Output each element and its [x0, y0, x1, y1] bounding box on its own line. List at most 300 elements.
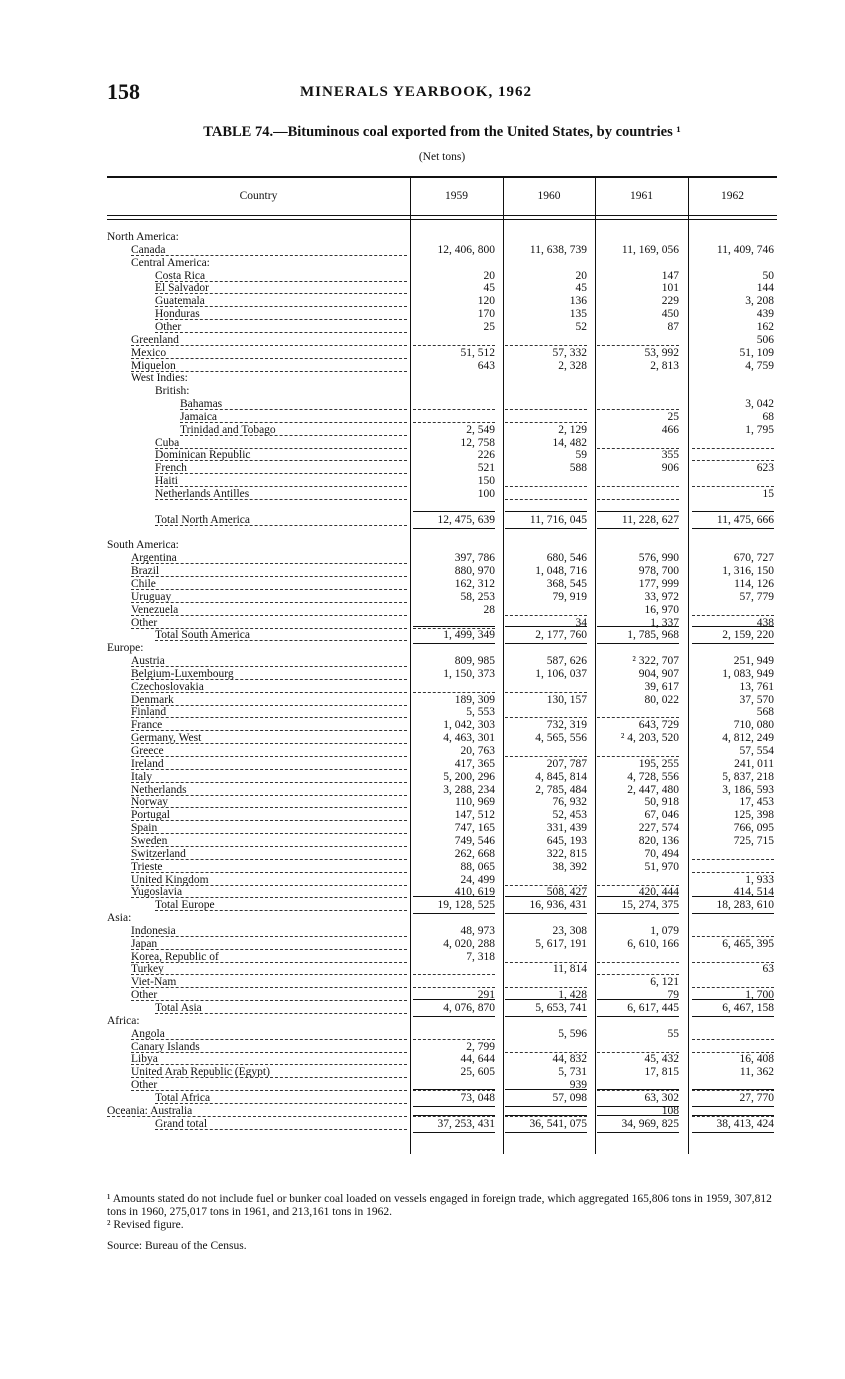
row-label-text: French: [155, 462, 187, 474]
cell-1959: [413, 1028, 495, 1040]
cell-1959: [413, 963, 495, 975]
cell-1962: 144: [756, 282, 774, 294]
row-label-text: Europe:: [107, 642, 144, 654]
cell-1959: 100: [477, 488, 495, 500]
cell-1962: 13, 761: [739, 681, 774, 693]
cell-1959: 37, 253, 431: [437, 1118, 495, 1130]
row-label-text: Total Europe: [155, 899, 215, 911]
cell-1961: [597, 706, 679, 718]
cell-1961: 17, 815: [644, 1066, 679, 1078]
row-label-text: Belgium-Luxembourg: [131, 668, 234, 680]
table-row: [107, 1105, 777, 1118]
total-rule: [505, 896, 587, 897]
cell-1962: 6, 467, 158: [722, 1002, 774, 1014]
cell-1960: [505, 398, 587, 410]
cell-1959: 20, 763: [460, 745, 495, 757]
cell-1961: 87: [667, 321, 679, 333]
page-number: 158: [107, 79, 140, 104]
row-label-text: Total North America: [155, 514, 250, 526]
row-label: [155, 385, 407, 398]
table-row: [107, 1015, 777, 1028]
total-rule: [413, 999, 495, 1000]
cell-1960: 645, 193: [546, 835, 587, 847]
cell-1959: 147, 512: [454, 809, 495, 821]
row-label-text: Portugal: [131, 809, 170, 821]
cell-1961: 904, 907: [638, 668, 679, 680]
table-row: [107, 796, 777, 809]
cell-1960: 34: [575, 617, 587, 629]
cell-1960: 20: [575, 270, 587, 282]
cell-1962: [692, 925, 774, 937]
cell-1962: 27, 770: [739, 1092, 774, 1104]
row-label-text: Yugoslavia: [131, 886, 183, 898]
cell-1961: 195, 255: [638, 758, 679, 770]
total-rule: [413, 1132, 495, 1133]
cell-1961: 11, 169, 056: [621, 244, 679, 256]
row-label-text: Miquelon: [131, 360, 176, 372]
row-label: [155, 270, 407, 282]
cell-1959: 5, 200, 296: [443, 771, 495, 783]
row-label-text: Indonesia: [131, 925, 176, 937]
cell-1959: 150: [477, 475, 495, 487]
cell-1959: 1, 150, 373: [443, 668, 495, 680]
row-label-text: British:: [155, 385, 190, 397]
table-row: [107, 475, 777, 488]
cell-1959: [413, 334, 495, 346]
table-row: [107, 1028, 777, 1041]
row-label: [107, 1015, 407, 1028]
table-row: [107, 604, 777, 617]
cell-1960: 36, 541, 075: [529, 1118, 587, 1130]
total-rule: [597, 999, 679, 1000]
cell-1961: [597, 963, 679, 975]
cell-1959: [413, 539, 495, 552]
cell-1960: 130, 157: [546, 694, 587, 706]
cell-1960: 79, 919: [552, 591, 587, 603]
table-row: [107, 745, 777, 758]
row-label: [131, 372, 407, 385]
cell-1961: [597, 951, 679, 963]
cell-1962: 1, 700: [745, 989, 774, 1001]
cell-1960: [505, 372, 587, 385]
header-country: Country: [239, 190, 278, 202]
cell-1959: [413, 411, 495, 423]
cell-1960: 4, 845, 814: [535, 771, 587, 783]
row-label: [131, 694, 407, 706]
table-row: [107, 282, 777, 295]
table-row: [107, 334, 777, 347]
cell-1960: 52: [575, 321, 587, 333]
row-label: [155, 514, 407, 526]
row-label-text: Viet-Nam: [131, 976, 177, 988]
table-row: [107, 719, 777, 732]
row-label-text: Haiti: [155, 475, 178, 487]
row-label: [155, 321, 407, 333]
cell-1961: 229: [661, 295, 679, 307]
cell-1960: 939: [569, 1079, 587, 1091]
row-label: [107, 912, 407, 925]
cell-1959: 291: [477, 989, 495, 1001]
table-total-row: [107, 899, 777, 912]
row-label-text: Brazil: [131, 565, 160, 577]
row-label-text: Trieste: [131, 861, 163, 873]
cell-1961: 2, 447, 480: [627, 784, 679, 796]
cell-1961: [597, 372, 679, 385]
row-label-text: Total South America: [155, 629, 251, 641]
cell-1962: [692, 501, 774, 514]
table-row: [107, 308, 777, 321]
row-label: [131, 784, 407, 796]
cell-1962: [692, 437, 774, 449]
cell-1959: [413, 501, 495, 514]
cell-1959: 25: [483, 321, 495, 333]
cell-1959: 12, 475, 639: [437, 514, 495, 526]
row-label: [131, 976, 407, 988]
row-label-text: Norway: [131, 796, 169, 808]
cell-1960: [505, 604, 587, 616]
total-rule: [692, 896, 774, 897]
cell-1962: 11, 362: [739, 1066, 774, 1078]
row-label: [131, 360, 407, 372]
total-rule: [692, 1089, 774, 1090]
header-1961: 1961: [630, 190, 653, 202]
table-subtitle: (Net tons): [418, 151, 466, 163]
cell-1959: [413, 231, 495, 244]
cell-1962: [692, 861, 774, 873]
total-rule: [597, 511, 679, 512]
row-label-text: Canary Islands: [131, 1041, 200, 1053]
row-label: [107, 1105, 407, 1117]
row-label: [107, 539, 407, 552]
cell-1961: 50, 918: [644, 796, 679, 808]
row-label: [155, 488, 407, 500]
table-row: [107, 912, 777, 925]
header-bottom-rule-2: [107, 219, 777, 220]
row-label-text: Cuba: [155, 437, 180, 449]
cell-1960: 38, 392: [552, 861, 587, 873]
cell-1962: 438: [756, 617, 774, 629]
row-label: [107, 642, 407, 655]
cell-1962: 766, 095: [733, 822, 774, 834]
cell-1960: 2, 177, 760: [535, 629, 587, 641]
cell-1962: [692, 385, 774, 398]
table-row: [107, 411, 777, 424]
row-label: [131, 758, 407, 770]
cell-1961: 978, 700: [638, 565, 679, 577]
row-label: [131, 655, 407, 667]
row-label-text: Total Africa: [155, 1092, 211, 1104]
cell-1962: 57, 554: [739, 745, 774, 757]
table-row: [107, 385, 777, 398]
table-total-row: [107, 1118, 777, 1131]
total-rule: [692, 999, 774, 1000]
cell-1960: 588: [569, 462, 587, 474]
cell-1959: 521: [477, 462, 495, 474]
row-label-text: Other: [131, 617, 158, 629]
cell-1959: 2, 799: [466, 1041, 495, 1053]
cell-1960: 135: [569, 308, 587, 320]
row-label-text: Other: [131, 1079, 158, 1091]
cell-1960: 732, 319: [546, 719, 587, 731]
cell-1959: 170: [477, 308, 495, 320]
cell-1962: 11, 409, 746: [716, 244, 774, 256]
cell-1961: 34, 969, 825: [621, 1118, 679, 1130]
cell-1959: 4, 020, 288: [443, 938, 495, 950]
total-rule: [413, 626, 495, 627]
row-label: [180, 398, 407, 410]
table-row: [107, 732, 777, 745]
cell-1962: 162: [756, 321, 774, 333]
cell-1961: 6, 121: [650, 976, 679, 988]
cell-1962: 670, 727: [733, 552, 774, 564]
cell-1962: [692, 1041, 774, 1053]
table-row: [107, 861, 777, 874]
row-label-text: Asia:: [107, 912, 132, 924]
cell-1959: [413, 398, 495, 410]
cell-1961: 906: [661, 462, 679, 474]
row-label-text: Chile: [131, 578, 156, 590]
cell-1962: 2, 159, 220: [722, 629, 774, 641]
row-label-text: Total Asia: [155, 1002, 202, 1014]
cell-1961: 53, 992: [644, 347, 679, 359]
cell-1962: 1, 795: [745, 424, 774, 436]
row-label: [131, 796, 407, 808]
cell-1961: [597, 1015, 679, 1028]
table-row: [107, 1053, 777, 1066]
table-row: [107, 449, 777, 462]
row-label-text: [107, 501, 108, 513]
table-total-row: [107, 629, 777, 642]
table-row: [107, 424, 777, 437]
cell-1960: 207, 787: [546, 758, 587, 770]
cell-1961: 70, 494: [644, 848, 679, 860]
row-label-text: Canada: [131, 244, 166, 256]
cell-1959: 1, 042, 303: [443, 719, 495, 731]
cell-1962: [692, 1028, 774, 1040]
cell-1962: 710, 080: [733, 719, 774, 731]
cell-1961: [597, 257, 679, 270]
cell-1962: 439: [756, 308, 774, 320]
row-label: [131, 257, 407, 270]
total-rule: [505, 999, 587, 1000]
cell-1962: 11, 475, 666: [716, 514, 774, 526]
row-label: [131, 1066, 407, 1078]
cell-1962: 16, 408: [739, 1053, 774, 1065]
cell-1961: 16, 970: [644, 604, 679, 616]
row-label: [155, 1118, 407, 1130]
cell-1959: 749, 546: [454, 835, 495, 847]
row-label: [107, 501, 407, 514]
cell-1959: [413, 642, 495, 655]
cell-1961: 1, 337: [650, 617, 679, 629]
cell-1960: [505, 539, 587, 552]
cell-1960: [505, 951, 587, 963]
row-label-text: Switzerland: [131, 848, 186, 860]
cell-1959: 44, 644: [460, 1053, 495, 1065]
cell-1962: 241, 011: [734, 758, 774, 770]
row-label: [180, 411, 407, 423]
cell-1960: [505, 642, 587, 655]
row-label: [131, 938, 407, 950]
cell-1959: 417, 365: [454, 758, 495, 770]
total-rule: [505, 1115, 587, 1116]
cell-1960: 5, 617, 191: [535, 938, 587, 950]
total-rule: [413, 1089, 495, 1090]
cell-1959: 226: [477, 449, 495, 461]
cell-1962: 4, 759: [745, 360, 774, 372]
cell-1960: 587, 626: [546, 655, 587, 667]
cell-1961: [597, 475, 679, 487]
cell-1961: 33, 972: [644, 591, 679, 603]
row-label: [155, 899, 407, 911]
footnotes: [107, 1193, 779, 1232]
table-row: [107, 257, 777, 270]
row-label: [131, 681, 407, 693]
cell-1960: 5, 731: [558, 1066, 587, 1078]
total-rule: [505, 511, 587, 512]
cell-1959: 162, 312: [454, 578, 495, 590]
cell-1961: 6, 617, 445: [627, 1002, 679, 1014]
cell-1959: 3, 288, 234: [443, 784, 495, 796]
cell-1961: [597, 385, 679, 398]
row-label-text: Spain: [131, 822, 158, 834]
row-label-text: Austria: [131, 655, 165, 667]
cell-1961: 1, 785, 968: [627, 629, 679, 641]
header-1959: 1959: [445, 190, 468, 202]
cell-1960: 2, 328: [558, 360, 587, 372]
row-label: [131, 565, 407, 577]
table-top-rule: [107, 176, 777, 178]
row-label-text: Sweden: [131, 835, 168, 847]
cell-1960: 2, 785, 484: [535, 784, 587, 796]
table-total-row: [107, 1092, 777, 1105]
cell-1962: [692, 372, 774, 385]
cell-1962: 506: [756, 334, 774, 346]
cell-1961: 177, 999: [638, 578, 679, 590]
cell-1960: 1, 048, 716: [535, 565, 587, 577]
cell-1959: 25, 605: [460, 1066, 495, 1078]
cell-1961: 227, 574: [638, 822, 679, 834]
cell-1961: [597, 501, 679, 514]
cell-1959: 51, 512: [460, 347, 495, 359]
table-row: [107, 642, 777, 655]
row-label: [131, 1028, 407, 1040]
table-row: [107, 244, 777, 257]
cell-1959: [413, 912, 495, 925]
row-label: [131, 604, 407, 616]
row-label-text: Angola: [131, 1028, 165, 1040]
cell-1962: [692, 231, 774, 244]
row-label-text: Mexico: [131, 347, 167, 359]
cell-1961: [597, 745, 679, 757]
row-label: [180, 424, 407, 436]
cell-1961: 55: [667, 1028, 679, 1040]
cell-1960: [505, 912, 587, 925]
cell-1960: 11, 716, 045: [529, 514, 587, 526]
row-label: [131, 334, 407, 346]
row-label-text: Venezuela: [131, 604, 179, 616]
cell-1960: 322, 815: [546, 848, 587, 860]
cell-1960: [505, 475, 587, 487]
cell-1962: 68: [762, 411, 774, 423]
header-bottom-rule: [107, 215, 777, 216]
cell-1962: 18, 283, 610: [716, 899, 774, 911]
row-label: [131, 719, 407, 731]
cell-1961: [597, 437, 679, 449]
cell-1959: 73, 048: [460, 1092, 495, 1104]
cell-1960: 680, 546: [546, 552, 587, 564]
cell-1960: 2, 129: [558, 424, 587, 436]
cell-1962: 125, 398: [733, 809, 774, 821]
table-row: [107, 591, 777, 604]
table-row: [107, 565, 777, 578]
cell-1959: 45: [483, 282, 495, 294]
cell-1961: 4, 728, 556: [627, 771, 679, 783]
cell-1961: 11, 228, 627: [621, 514, 679, 526]
row-label: [155, 308, 407, 320]
cell-1960: 52, 453: [552, 809, 587, 821]
cell-1959: 28: [483, 604, 495, 616]
row-label: [131, 951, 407, 963]
cell-1961: 63, 302: [644, 1092, 679, 1104]
row-label-text: Libya: [131, 1053, 158, 1065]
cell-1961: [597, 231, 679, 244]
row-label: [131, 745, 407, 757]
row-label: [131, 552, 407, 564]
row-label-text: France: [131, 719, 163, 731]
total-rule: [597, 1115, 679, 1116]
cell-1962: 251, 949: [733, 655, 774, 667]
cell-1961: 820, 136: [638, 835, 679, 847]
row-label: [131, 874, 407, 886]
cell-1959: 5, 553: [466, 706, 495, 718]
row-label-text: Finland: [131, 706, 167, 718]
table-total-row: [107, 514, 777, 527]
table-row: [107, 989, 777, 1002]
cell-1960: [505, 411, 587, 423]
table-row: [107, 655, 777, 668]
cell-1961: ² 322, 707: [632, 655, 679, 667]
row-label: [155, 462, 407, 474]
row-label: [155, 449, 407, 461]
row-label-text: South America:: [107, 539, 179, 551]
total-rule: [692, 511, 774, 512]
cell-1960: 4, 565, 556: [535, 732, 587, 744]
table-row: [107, 976, 777, 989]
row-label: [131, 989, 407, 1001]
cell-1959: 747, 165: [454, 822, 495, 834]
cell-1962: [692, 475, 774, 487]
row-label-text: El Salvador: [155, 282, 209, 294]
row-label: [131, 809, 407, 821]
row-label: [131, 963, 407, 975]
total-rule: [505, 1132, 587, 1133]
cell-1962: 1, 316, 150: [722, 565, 774, 577]
cell-1962: [692, 848, 774, 860]
cell-1962: 725, 715: [733, 835, 774, 847]
cell-1960: 508, 427: [546, 886, 587, 898]
cell-1960: [505, 706, 587, 718]
cell-1962: 15: [762, 488, 774, 500]
cell-1960: 136: [569, 295, 587, 307]
cell-1960: [505, 501, 587, 514]
cell-1962: 63: [762, 963, 774, 975]
row-label: [131, 244, 407, 256]
cell-1961: 466: [661, 424, 679, 436]
row-label: [107, 231, 407, 244]
table-row: [107, 501, 777, 514]
row-label-text: Other: [155, 321, 182, 333]
